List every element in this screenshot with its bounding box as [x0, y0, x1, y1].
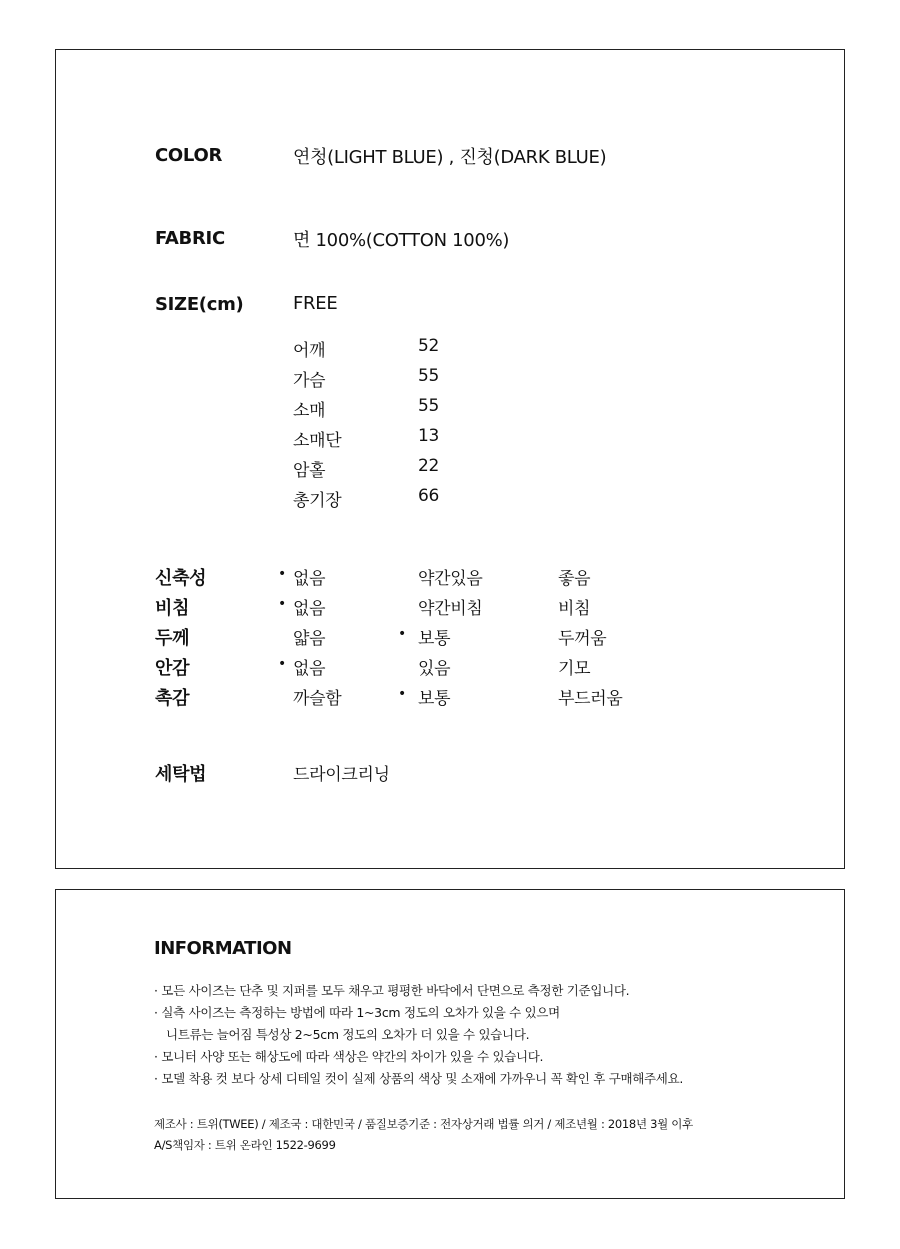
size-measure-name: 가슴 — [293, 371, 326, 391]
selected-bullet-icon: • — [278, 596, 287, 612]
feature-label: 비침 — [155, 598, 190, 619]
feature-option: 비침 — [558, 599, 591, 619]
information-title: INFORMATION — [154, 938, 292, 959]
feature-option: 두꺼움 — [558, 629, 607, 649]
feature-option: 부드러움 — [558, 689, 623, 709]
size-measure-name: 총기장 — [293, 491, 342, 511]
size-measure-name: 어깨 — [293, 341, 326, 361]
selected-bullet-icon: • — [278, 566, 287, 582]
as-contact-info: A/S책임자 : 트위 온라인 1522-9699 — [154, 1138, 336, 1152]
feature-option: 좋음 — [558, 569, 591, 589]
color-value: 연청(LIGHT BLUE) , 진청(DARK BLUE) — [293, 147, 607, 168]
size-measure-value: 66 — [418, 486, 440, 506]
size-measure-value: 52 — [418, 336, 440, 356]
selected-bullet-icon: • — [398, 686, 407, 702]
size-measure-value: 55 — [418, 396, 440, 416]
washing-label: 세탁법 — [155, 764, 207, 785]
size-label: SIZE(cm) — [155, 294, 244, 315]
size-measure-name: 소매 — [293, 401, 326, 421]
feature-option: 약간있음 — [418, 569, 483, 589]
feature-option: 기모 — [558, 659, 591, 679]
selected-bullet-icon: • — [398, 626, 407, 642]
info-note: 니트류는 늘어짐 특성상 2~5cm 정도의 오차가 더 있을 수 있습니다. — [166, 1027, 530, 1042]
feature-label: 신축성 — [155, 568, 207, 589]
feature-label: 두께 — [155, 628, 190, 649]
info-note: · 실측 사이즈는 측정하는 방법에 따라 1~3cm 정도의 오차가 있을 수 있으며 — [154, 1005, 560, 1020]
info-note: · 모니터 사양 또는 해상도에 따라 색상은 약간의 차이가 있을 수 있습니다. — [154, 1049, 544, 1064]
feature-option: 까슬함 — [293, 689, 342, 709]
manufacturer-info: 제조사 : 트위(TWEE) / 제조국 : 대한민국 / 품질보증기준 : 전자상거래 법률 의거 / 제조년월 : 2018년 3월 이후 — [154, 1117, 693, 1131]
feature-option: 없음 — [293, 569, 326, 589]
fabric-value: 면 100%(COTTON 100%) — [293, 230, 510, 251]
spec-panel — [55, 49, 845, 869]
feature-option: 없음 — [293, 599, 326, 619]
feature-option: 약간비침 — [418, 599, 483, 619]
feature-option: 보통 — [418, 629, 451, 649]
information-panel — [55, 889, 845, 1199]
feature-option: 얇음 — [293, 629, 326, 649]
info-note: · 모델 착용 컷 보다 상세 디테일 컷이 실제 상품의 색상 및 소재에 가까우니 꼭 확인 후 구매해주세요. — [154, 1071, 684, 1086]
size-measure-name: 암홀 — [293, 461, 326, 481]
size-measure-value: 13 — [418, 426, 440, 446]
feature-option: 없음 — [293, 659, 326, 679]
feature-label: 촉감 — [155, 688, 190, 709]
feature-option: 있음 — [418, 659, 451, 679]
selected-bullet-icon: • — [278, 656, 287, 672]
feature-option: 보통 — [418, 689, 451, 709]
feature-label: 안감 — [155, 658, 190, 679]
fabric-label: FABRIC — [155, 228, 225, 249]
washing-value: 드라이크리닝 — [293, 765, 390, 785]
size-measure-name: 소매단 — [293, 431, 342, 451]
info-note: · 모든 사이즈는 단추 및 지퍼를 모두 채우고 평평한 바닥에서 단면으로 측정한 기준입니다. — [154, 983, 630, 998]
size-type: FREE — [293, 293, 338, 314]
size-measure-value: 22 — [418, 456, 440, 476]
size-measure-value: 55 — [418, 366, 440, 386]
color-label: COLOR — [155, 145, 223, 166]
